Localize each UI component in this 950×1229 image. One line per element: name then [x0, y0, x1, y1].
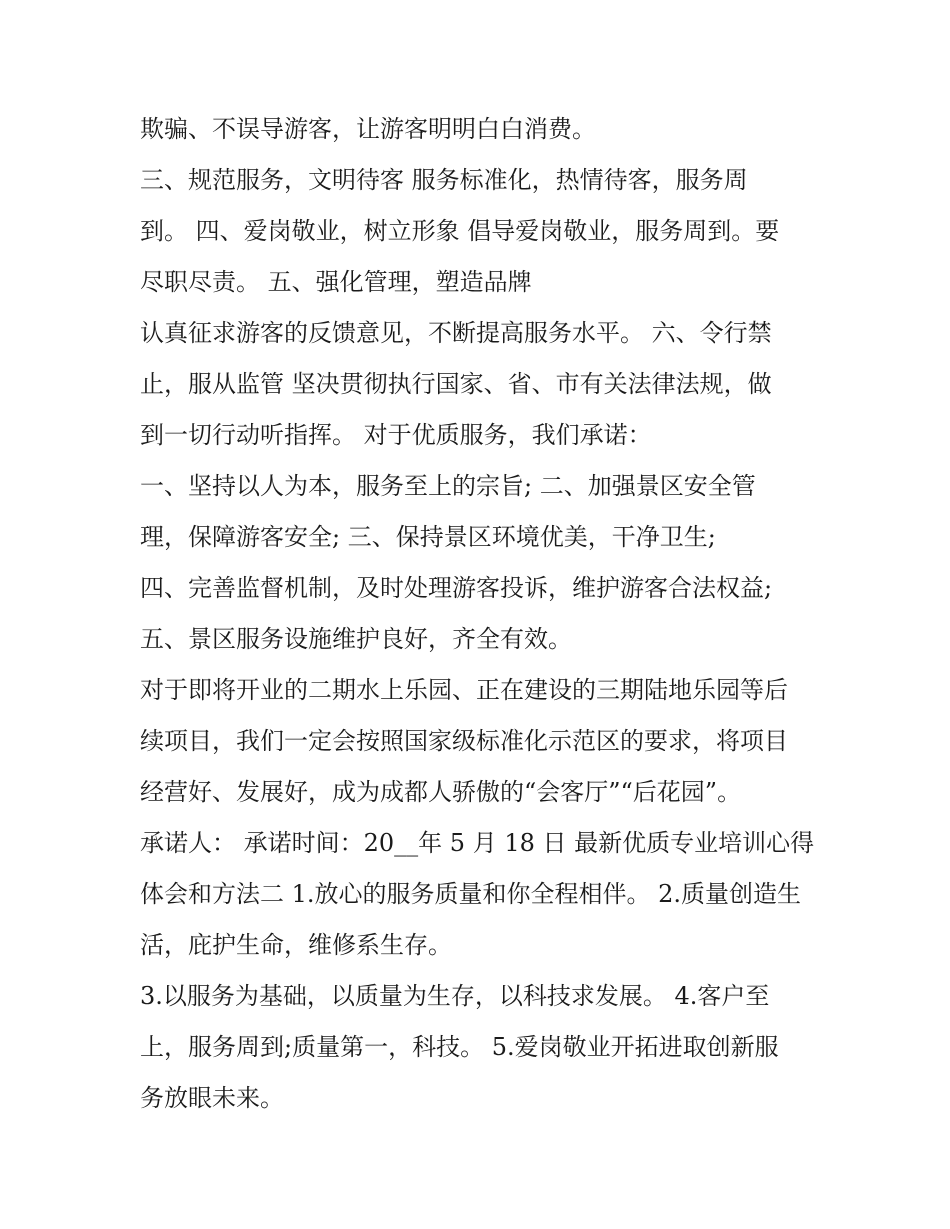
text-line: 理，保障游客安全; 三、保持景区环境优美，干净卫生;: [140, 523, 716, 551]
text-line: 一、坚持以人为本，服务至上的宗旨; 二、加强景区安全管: [140, 472, 756, 500]
text-line: 止，服从监管 坚决贯彻执行国家、省、市有关法律法规，做: [140, 370, 772, 398]
text-line: 到一切行动听指挥。 对于优质服务，我们承诺：: [140, 421, 652, 449]
text-line: 五、景区服务设施维护良好，齐全有效。: [140, 625, 572, 653]
text-line: 活，庇护生命，维修系生存。: [140, 931, 452, 959]
text-line: 四、完善监督机制，及时处理游客投诉，维护游客合法权益;: [140, 574, 773, 602]
text-line: 续项目，我们一定会按照国家级标准化示范区的要求，将项目: [140, 727, 788, 755]
text-line: 务放眼未来。: [140, 1084, 284, 1112]
text-line: 认真征求游客的反馈意见，不断提高服务水平。 六、令行禁: [140, 319, 772, 347]
text-line: 欺骗、不误导游客，让游客明明白白消费。: [140, 115, 596, 143]
text-line: 三、规范服务，文明待客 服务标准化，热情待客，服务周: [140, 166, 748, 194]
text-line: 尽职尽责。 五、强化管理，塑造品牌: [140, 268, 532, 296]
text-line: 承诺人： 承诺时间：20__年 5 月 18 日 最新优质专业培训心得: [140, 829, 815, 857]
text-line: 上，服务周到;质量第一，科技。 5.爱岗敬业开拓进取创新服: [140, 1033, 779, 1061]
text-line: 到。 四、爱岗敬业，树立形象 倡导爱岗敬业，服务周到。要: [140, 217, 780, 245]
body-text: [140, 104, 830, 1124]
text-line: 经营好、发展好，成为成都人骄傲的“会客厅”“后花园”。: [140, 778, 742, 806]
text-line: 对于即将开业的二期水上乐园、正在建设的三期陆地乐园等后: [140, 676, 788, 704]
text-line: 3.以服务为基础，以质量为生存，以科技求发展。 4.客户至: [140, 982, 770, 1010]
text-line: 体会和方法二 1.放心的服务质量和你全程相伴。 2.质量创造生: [140, 880, 802, 908]
